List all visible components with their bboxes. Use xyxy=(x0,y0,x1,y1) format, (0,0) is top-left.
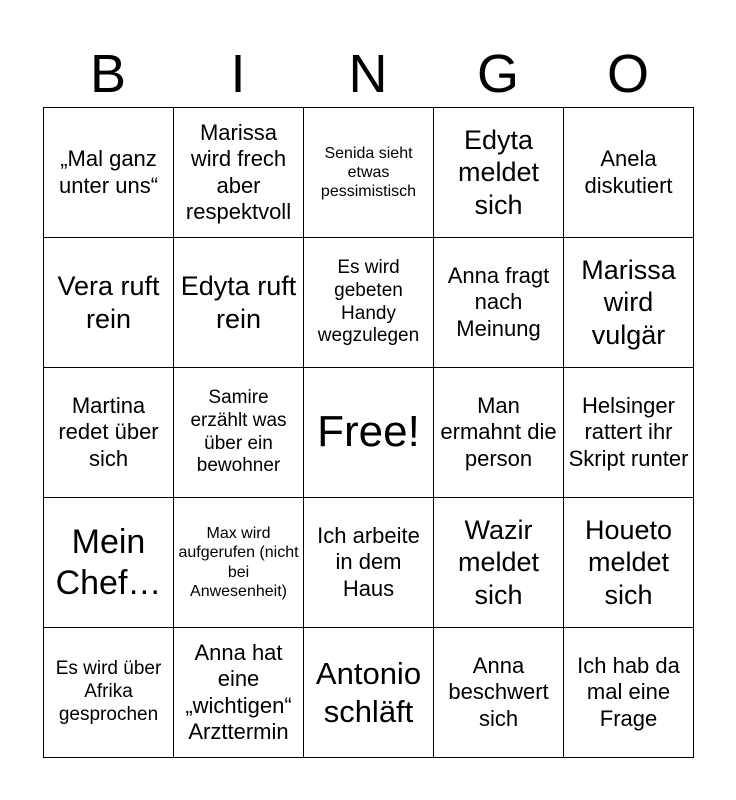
bingo-cell[interactable]: Marissa wird vulgär xyxy=(564,238,694,368)
bingo-cell[interactable]: Helsinger rattert ihr Skript runter xyxy=(564,368,694,498)
grid-row xyxy=(44,368,694,498)
bingo-cell[interactable]: Samire erzählt was über ein bewohner xyxy=(174,368,304,498)
bingo-cell[interactable]: „Mal ganz unter uns“ xyxy=(44,108,174,238)
bingo-header xyxy=(43,40,693,108)
grid-row xyxy=(44,108,694,238)
bingo-cell[interactable]: Man ermahnt die person xyxy=(434,368,564,498)
free-cell[interactable]: Free! xyxy=(304,368,434,498)
bingo-cell[interactable]: Antonio schläft xyxy=(304,628,434,758)
bingo-cell[interactable]: Edyta meldet sich xyxy=(434,108,564,238)
bingo-cell[interactable]: Max wird aufgerufen (nicht bei Anwesenheit) xyxy=(174,498,304,628)
bingo-grid xyxy=(43,107,694,758)
header-letter-o: O xyxy=(606,44,649,104)
bingo-cell[interactable]: Ich hab da mal eine Frage xyxy=(564,628,694,758)
bingo-cell[interactable]: Martina redet über sich xyxy=(44,368,174,498)
header-letter-b: B xyxy=(89,44,127,104)
bingo-cell[interactable]: Anna beschwert sich xyxy=(434,628,564,758)
header-letter-g: G xyxy=(476,44,519,104)
bingo-cell[interactable]: Ich arbeite in dem Haus xyxy=(304,498,434,628)
grid-row xyxy=(44,628,694,758)
bingo-cell[interactable]: Marissa wird frech aber respektvoll xyxy=(174,108,304,238)
bingo-cell[interactable]: Mein Chef… xyxy=(44,498,174,628)
grid-row xyxy=(44,498,694,628)
bingo-cell[interactable]: Senida sieht etwas pessimistisch xyxy=(304,108,434,238)
bingo-cell[interactable]: Wazir meldet sich xyxy=(434,498,564,628)
header-letter-i: I xyxy=(230,44,246,104)
bingo-cell[interactable]: Anela diskutiert xyxy=(564,108,694,238)
grid-row xyxy=(44,238,694,368)
bingo-cell[interactable]: Houeto meldet sich xyxy=(564,498,694,628)
bingo-cell[interactable]: Edyta ruft rein xyxy=(174,238,304,368)
bingo-cell[interactable]: Es wird gebeten Handy wegzulegen xyxy=(304,238,434,368)
bingo-cell[interactable]: Vera ruft rein xyxy=(44,238,174,368)
bingo-cell[interactable]: Es wird über Afrika gesprochen xyxy=(44,628,174,758)
header-letter-n: N xyxy=(348,44,388,104)
bingo-cell[interactable]: Anna fragt nach Meinung xyxy=(434,238,564,368)
bingo-cell[interactable]: Anna hat eine „wichtigen“ Arzttermin xyxy=(174,628,304,758)
